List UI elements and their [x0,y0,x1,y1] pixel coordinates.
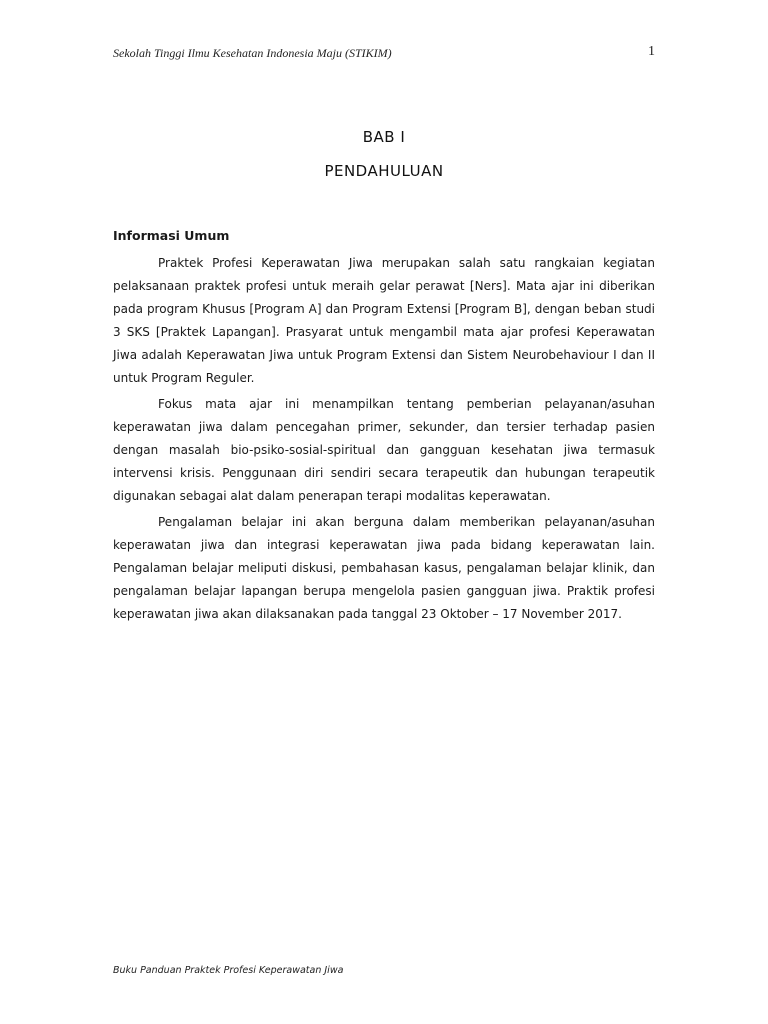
paragraph: Pengalaman belajar ini akan berguna dalam memberikan pelayanan/asuhan keperawatan jiwa dan integrasi keperawatan jiwa pada bidang keperawatan lain. Pengalaman belajar meliputi diskusi, pembahasan kasus, pengalaman belajar klinik, dan pengalaman belajar lapangan berupa mengelola pasien gangguan jiwa. Praktik profesi keperawatan jiwa akan dilaksanakan pada tanggal 23 Oktober – 17 November 2017. [113,515,655,621]
header-title: Sekolah Tinggi Ilmu Kesehatan Indonesia Maju (STIKIM) [113,46,392,60]
section-body [113,226,655,629]
page-header [113,46,655,66]
page-number: 1 [648,44,655,59]
page-footer: Buku Panduan Praktek Profesi Keperawatan Jiwa [113,965,344,976]
chapter-title: PENDAHULUAN [324,162,444,180]
paragraph: Praktek Profesi Keperawatan Jiwa merupakan salah satu rangkaian kegiatan pelaksanaan praktek profesi untuk meraih gelar perawat [Ners]. Mata ajar ini diberikan pada program Khusus [Program A] dan Program Extensi [Program B], dengan beban studi 3 SKS [Praktek Lapangan]. Prasyarat untuk mengambil mata ajar profesi Keperawatan Jiwa adalah Keperawatan Jiwa untuk Program Extensi dan Sistem Neurobehaviour I dan II untuk Program Reguler. [113,256,655,385]
section-heading: Informasi Umum [113,228,230,243]
paragraph: Fokus mata ajar ini menampilkan tentang pemberian pelayanan/asuhan keperawatan jiwa dalam pencegahan primer, sekunder, dan tersier terhadap pasien dengan masalah bio-psiko-sosial-spiritual dan gangguan kesehatan jiwa termasuk intervensi krisis. Penggunaan diri sendiri secara terapeutik dan hubungan terapeutik digunakan sebagai alat dalam penerapan terapi modalitas keperawatan. [113,397,655,503]
chapter-number: BAB I [362,128,406,146]
